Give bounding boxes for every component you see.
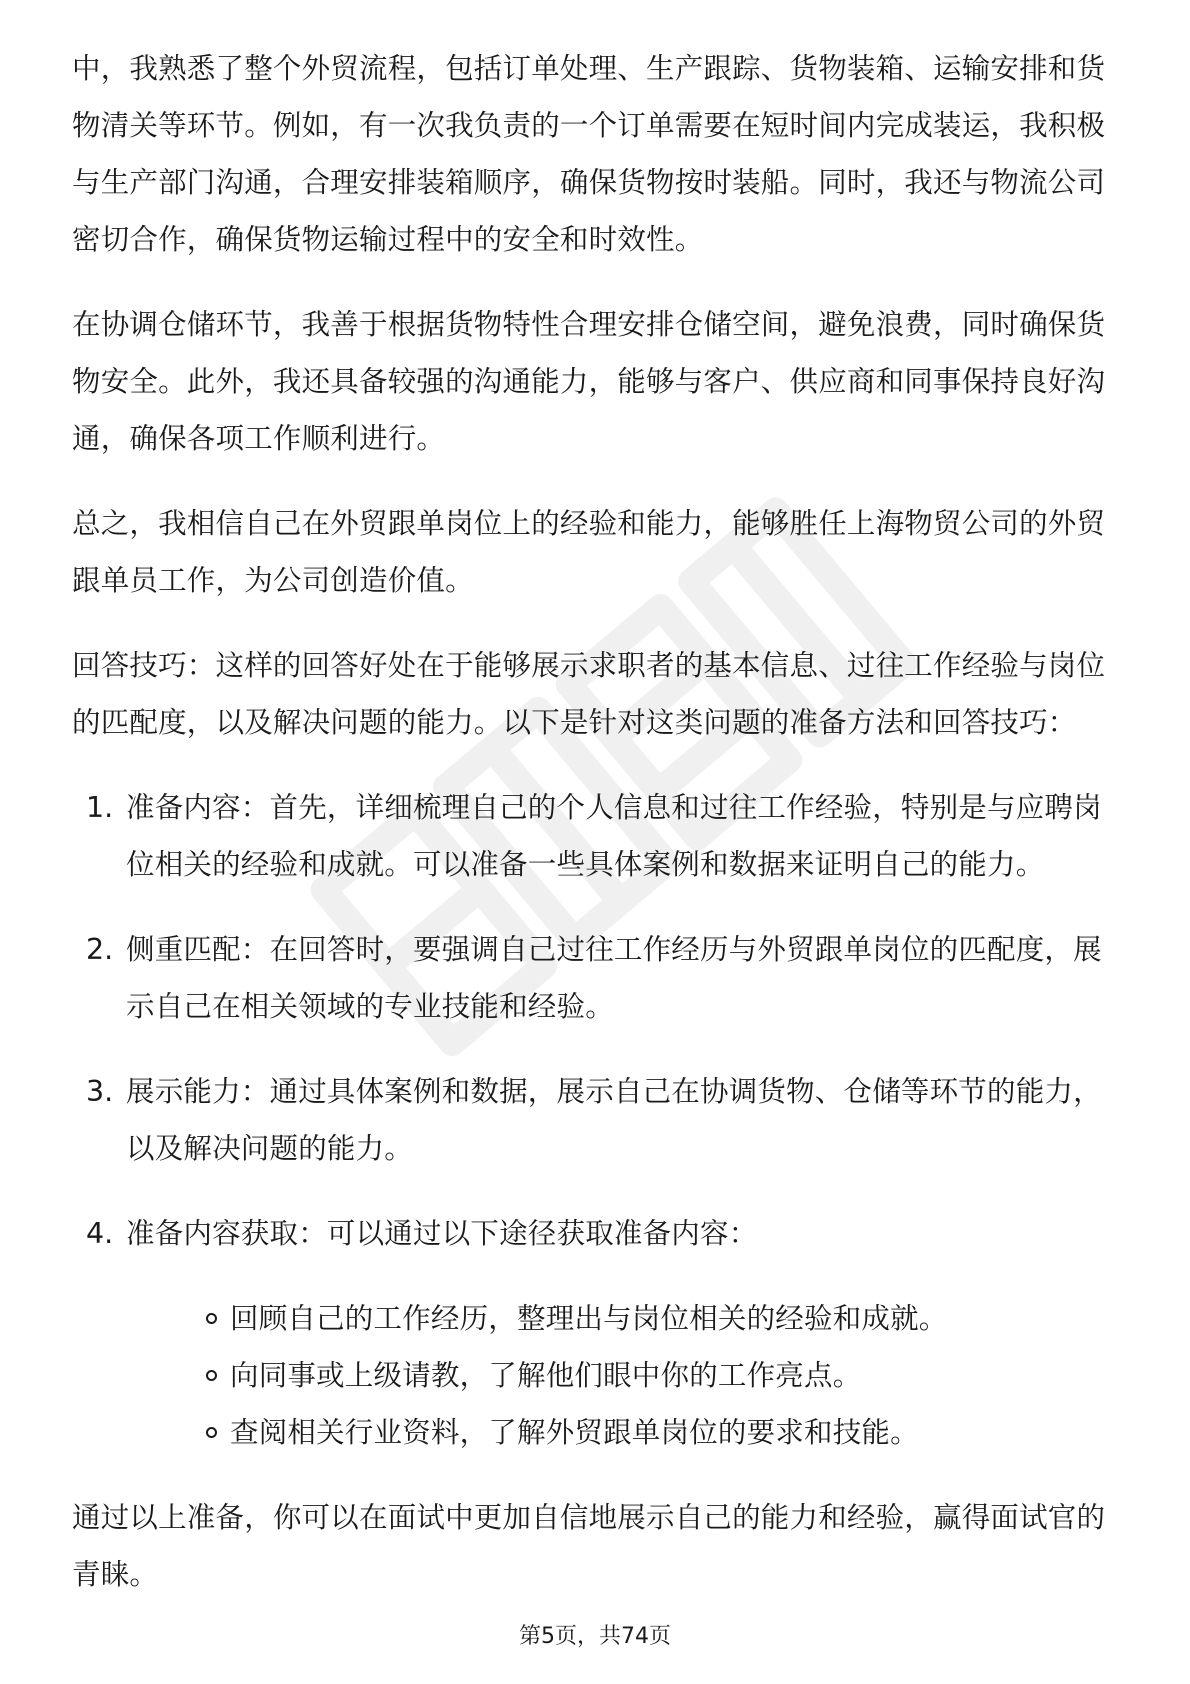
list-item	[72, 779, 1120, 893]
list-number: 3.	[86, 1075, 114, 1108]
tips-numbered-list	[72, 779, 1120, 1461]
sub-list-item-text: 查阅相关行业资料，了解外贸跟单岗位的要求和技能。	[230, 1416, 919, 1449]
list-item-text: 展示能力：通过具体案例和数据，展示自己在协调货物、仓储等环节的能力，以及解决问题的能力。	[126, 1075, 1102, 1165]
circle-bullet-icon	[206, 1427, 217, 1438]
paragraph-answer-tips: 回答技巧：这样的回答好处在于能够展示求职者的基本信息、过往工作经验与岗位的匹配度，以及解决问题的能力。以下是针对这类问题的准备方法和回答技巧：	[72, 649, 1106, 739]
list-item-text: 侧重匹配：在回答时，要强调自己过往工作经历与外贸跟单岗位的匹配度，展示自己在相关领域的专业技能和经验。	[126, 933, 1102, 1023]
list-number: 2.	[86, 933, 114, 966]
list-number: 1.	[86, 791, 114, 824]
list-item	[72, 1205, 1120, 1461]
circle-bullet-icon	[206, 1370, 217, 1381]
sub-list-item	[126, 1290, 1120, 1347]
paragraph-work-process: 中，我熟悉了整个外贸流程，包括订单处理、生产跟踪、货物装箱、运输安排和货物清关等环节。例如，有一次我负责的一个订单需要在短时间内完成装运，我积极与生产部门沟通，合理安排装箱顺序，确保货物按时装船。同时，我还与物流公司密切合作，确保货物运输过程中的安全和时效性。	[72, 52, 1106, 256]
sub-bullet-list	[126, 1290, 1120, 1461]
sub-list-item	[126, 1404, 1120, 1461]
list-number: 4.	[86, 1217, 114, 1250]
paragraph-summary: 总之，我相信自己在外贸跟单岗位上的经验和能力，能够胜任上海物贸公司的外贸跟单员工作，为公司创造价值。	[72, 507, 1106, 597]
sub-list-item	[126, 1347, 1120, 1404]
list-item	[72, 1063, 1120, 1177]
paragraph-warehousing: 在协调仓储环节，我善于根据货物特性合理安排仓储空间，避免浪费，同时确保货物安全。此外，我还具备较强的沟通能力，能够与客户、供应商和同事保持良好沟通，确保各项工作顺利进行。	[72, 308, 1106, 455]
sub-list-item-text: 向同事或上级请教，了解他们眼中你的工作亮点。	[230, 1359, 862, 1392]
circle-bullet-icon	[206, 1313, 217, 1324]
list-item	[72, 921, 1120, 1035]
page-number-footer: 第5页，共74页	[519, 1624, 671, 1649]
list-item-text: 准备内容：首先，详细梳理自己的个人信息和过往工作经验，特别是与应聘岗位相关的经验和成就。可以准备一些具体案例和数据来证明自己的能力。	[126, 791, 1102, 881]
list-item-text: 准备内容获取：可以通过以下途径获取准备内容：	[126, 1217, 758, 1250]
sub-list-item-text: 回顾自己的工作经历，整理出与岗位相关的经验和成就。	[230, 1302, 948, 1335]
paragraph-closing: 通过以上准备，你可以在面试中更加自信地展示自己的能力和经验，赢得面试官的青睐。	[72, 1501, 1106, 1591]
document-page	[72, 40, 1120, 1631]
